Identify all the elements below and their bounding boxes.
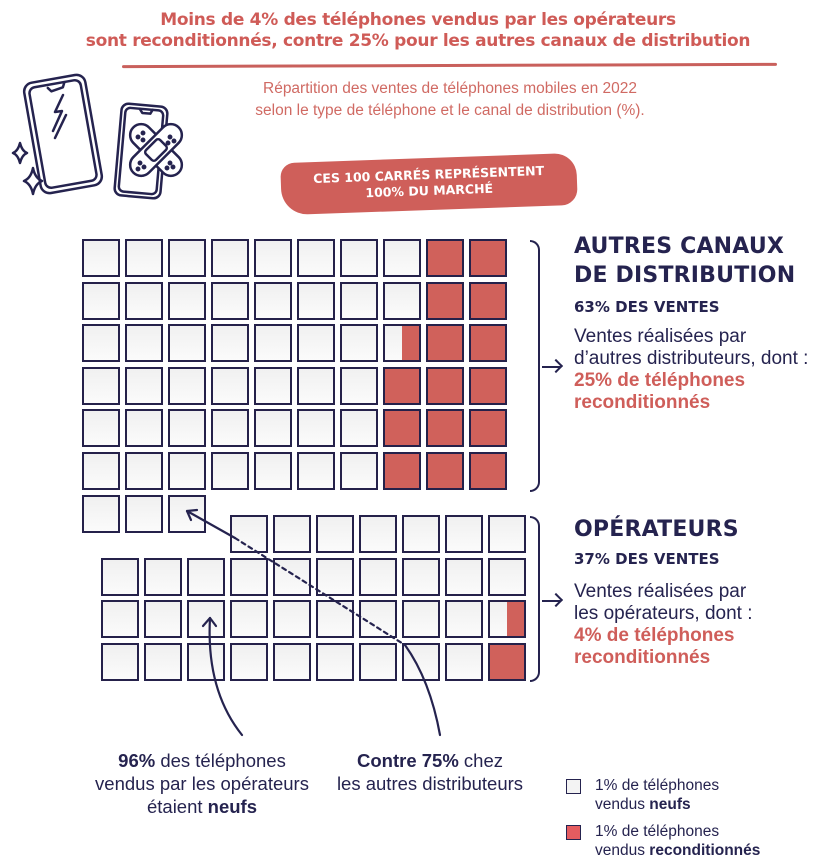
others-highlight-line-2: reconditionnés	[574, 392, 711, 413]
operators-title: OPÉRATEURS	[574, 517, 739, 542]
waffle-cell	[254, 282, 292, 320]
phones-illustration	[0, 0, 200, 220]
legend-label-refurbished	[595, 822, 760, 860]
caption-operators-bold-neufs: neufs	[207, 796, 258, 817]
waffle-cell	[359, 515, 397, 553]
waffle-cell	[187, 558, 225, 596]
waffle-cell	[273, 558, 311, 596]
others-section	[574, 232, 834, 414]
waffle-cell	[273, 600, 311, 638]
waffle-cell	[125, 324, 163, 362]
waffle-cell	[82, 324, 120, 362]
waffle-cell	[125, 452, 163, 490]
waffle-cell	[316, 600, 354, 638]
waffle-cell	[168, 324, 206, 362]
waffle-cell	[383, 324, 421, 362]
waffle-cell	[82, 409, 120, 447]
waffle-cell	[168, 409, 206, 447]
waffle-cell	[316, 643, 354, 681]
waffle-cell	[488, 600, 526, 638]
legend-label-new	[595, 776, 719, 814]
others-desc-line-1: Ventes réalisées par	[574, 326, 747, 347]
operators-arrow-icon	[542, 600, 560, 602]
waffle-cell	[297, 324, 335, 362]
waffle-cell	[230, 515, 268, 553]
waffle-cell	[469, 324, 507, 362]
legend-swatch-new	[566, 779, 581, 794]
waffle-cell	[125, 239, 163, 277]
waffle-cell	[125, 495, 163, 533]
waffle-cell	[144, 600, 182, 638]
others-brace	[530, 240, 540, 492]
badge-line-2: 100% DU MARCHÉ	[365, 180, 494, 201]
chart-subtitle	[200, 78, 700, 122]
waffle-cell	[254, 409, 292, 447]
operators-brace	[530, 516, 540, 682]
waffle-cell	[168, 282, 206, 320]
waffle-cell	[426, 282, 464, 320]
waffle-cell	[469, 282, 507, 320]
waffle-cell	[383, 409, 421, 447]
caption-others-bold: Contre 75%	[357, 750, 459, 771]
caption-operators-bold-pct: 96%	[118, 750, 156, 771]
waffle-cell	[297, 239, 335, 277]
waffle-cell	[187, 600, 225, 638]
waffle-cell	[402, 643, 440, 681]
waffle-cell	[488, 643, 526, 681]
legend-new-prefix: vendus	[595, 796, 650, 813]
waffle-cell	[402, 558, 440, 596]
waffle-cell	[101, 600, 139, 638]
waffle-cell	[297, 452, 335, 490]
waffle-cell	[297, 409, 335, 447]
operators-caption	[84, 749, 320, 818]
waffle-cell	[445, 558, 483, 596]
waffle-cell	[101, 558, 139, 596]
others-share: 63% DES VENTES	[574, 298, 720, 316]
waffle-cell	[383, 452, 421, 490]
legend-new-bold: neufs	[649, 796, 691, 813]
waffle-cell	[254, 367, 292, 405]
waffle-cell	[211, 452, 249, 490]
waffle-cell	[144, 643, 182, 681]
caption-others-line-2: les autres distributeurs	[336, 773, 524, 794]
waffle-cell	[187, 643, 225, 681]
waffle-cell	[383, 239, 421, 277]
waffle-cell	[168, 239, 206, 277]
legend-swatch-refurbished	[566, 825, 581, 840]
waffle-cell	[340, 367, 378, 405]
waffle-cell	[340, 409, 378, 447]
waffle-cell	[82, 239, 120, 277]
legend-refurb-prefix: vendus	[595, 842, 650, 859]
waffle-cell	[316, 558, 354, 596]
waffle-cell	[402, 515, 440, 553]
waffle-cell	[125, 367, 163, 405]
title-divider	[122, 63, 777, 68]
operators-share: 37% DES VENTES	[574, 550, 720, 568]
waffle-cell	[168, 452, 206, 490]
legend-item-refurbished	[566, 822, 760, 860]
legend	[566, 776, 760, 860]
waffle-cell	[340, 324, 378, 362]
waffle-cell	[445, 643, 483, 681]
title-line-1: Moins de 4% des téléphones vendus par les opérateurs	[160, 10, 676, 30]
waffle-cell	[469, 452, 507, 490]
waffle-cell	[426, 409, 464, 447]
legend-refurb-line-1: 1% de téléphones	[595, 823, 720, 840]
waffle-cell	[211, 324, 249, 362]
operators-highlight-line-1: 4% de téléphones	[574, 625, 735, 646]
operators-desc-line-1: Ventes réalisées par	[574, 581, 747, 602]
operators-section	[574, 515, 834, 669]
waffle-cell	[297, 367, 335, 405]
waffle-cell	[340, 452, 378, 490]
waffle-cell	[316, 515, 354, 553]
waffle-cell	[469, 239, 507, 277]
waffle-cell	[230, 558, 268, 596]
others-caption	[325, 749, 535, 795]
waffle-cell	[469, 367, 507, 405]
waffle-cell	[211, 282, 249, 320]
caption-operators-text-1: des téléphones	[155, 750, 286, 771]
legend-item-new	[566, 776, 760, 814]
operators-highlight-line-2: reconditionnés	[574, 647, 711, 668]
waffle-cell	[402, 600, 440, 638]
waffle-cell	[359, 643, 397, 681]
waffle-cell	[230, 600, 268, 638]
legend-new-line-1: 1% de téléphones	[595, 777, 720, 794]
waffle-cell	[144, 558, 182, 596]
waffle-cell	[168, 367, 206, 405]
waffle-cell	[488, 515, 526, 553]
waffle-cell	[168, 495, 206, 533]
caption-operators-text-3: étaient	[146, 796, 208, 817]
operators-desc-line-2: les opérateurs, dont :	[574, 603, 753, 624]
market-badge	[280, 153, 578, 215]
others-desc-line-2: d’autres distributeurs, dont :	[574, 348, 809, 369]
waffle-cell	[426, 367, 464, 405]
others-highlight-line-1: 25% de téléphones	[574, 370, 746, 391]
waffle-cell	[211, 367, 249, 405]
waffle-cell	[469, 409, 507, 447]
waffle-cell	[211, 239, 249, 277]
subtitle-line-2: selon le type de téléphone et le canal de distribution (%).	[255, 102, 645, 119]
caption-operators-line-2: vendus par les opérateurs	[95, 773, 309, 794]
waffle-cell	[273, 515, 311, 553]
waffle-cell	[82, 452, 120, 490]
waffle-cell	[82, 367, 120, 405]
waffle-cell	[254, 452, 292, 490]
waffle-cell	[297, 282, 335, 320]
badge-line-1: CES 100 CARRÉS REPRÉSENTENT	[312, 162, 545, 187]
title-line-2: sont reconditionnés, contre 25% pour les autres canaux de distribution	[85, 31, 751, 51]
waffle-cell	[426, 239, 464, 277]
waffle-cell	[101, 643, 139, 681]
waffle-cell	[488, 558, 526, 596]
waffle-cell	[230, 643, 268, 681]
waffle-cell	[273, 643, 311, 681]
waffle-cell	[254, 239, 292, 277]
waffle-cell	[426, 324, 464, 362]
waffle-cell	[82, 282, 120, 320]
waffle-cell	[211, 409, 249, 447]
waffle-cell	[359, 600, 397, 638]
cracked-phone-icon	[23, 73, 104, 194]
waffle-cell	[254, 324, 292, 362]
waffle-cell	[445, 600, 483, 638]
waffle-cell	[359, 558, 397, 596]
waffle-cell	[383, 367, 421, 405]
waffle-cell	[426, 452, 464, 490]
waffle-cell	[445, 515, 483, 553]
subtitle-line-1: Répartition des ventes de téléphones mobiles en 2022	[263, 80, 637, 97]
others-title-line-2: DE DISTRIBUTION	[574, 263, 796, 288]
waffle-cell	[125, 282, 163, 320]
waffle-cell	[125, 409, 163, 447]
others-title-line-1: AUTRES CANAUX	[574, 234, 785, 259]
waffle-cell	[383, 282, 421, 320]
waffle-cell-partial-fill	[507, 602, 524, 636]
waffle-cell	[82, 495, 120, 533]
waffle-cell	[340, 282, 378, 320]
waffle-cell	[340, 239, 378, 277]
repaired-phone-bandage-icon	[114, 103, 186, 199]
caption-others-text-1: chez	[458, 750, 503, 771]
others-arrow-icon	[542, 366, 560, 368]
legend-refurb-bold: reconditionnés	[649, 842, 761, 859]
waffle-cell-partial-fill	[402, 326, 419, 360]
